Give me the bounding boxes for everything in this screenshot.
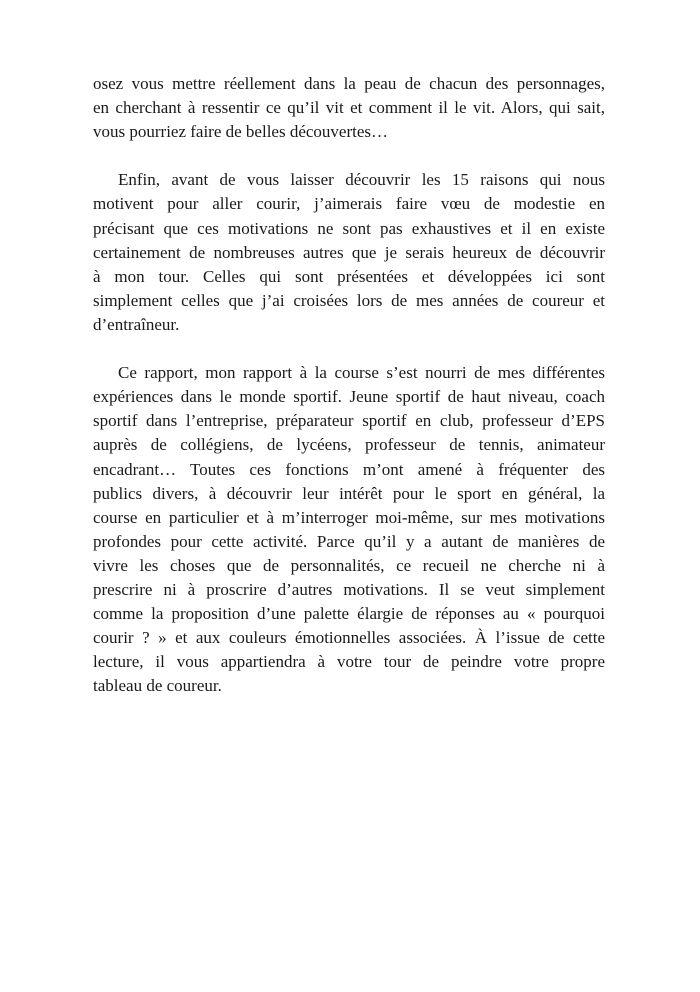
text-line: expériences dans le monde sportif. Jeune sportif de haut niveau, coach xyxy=(93,387,605,407)
text-line: motivent pour aller courir, j’aimerais faire vœu de modestie en xyxy=(93,194,605,214)
paragraph-1 xyxy=(93,72,605,144)
text-line: à mon tour. Celles qui sont présentées et développées ici sont xyxy=(93,266,605,286)
body-text xyxy=(93,72,605,698)
text-line: Ce rapport, mon rapport à la course s’est nourri de mes différentes xyxy=(118,363,605,383)
text-line: Enfin, avant de vous laisser découvrir les 15 raisons qui nous xyxy=(118,170,605,190)
paragraph-spacer xyxy=(93,144,605,168)
text-line: courir ? » et aux couleurs émotionnelles associées. À l’issue de cette xyxy=(93,628,605,648)
paragraph-2 xyxy=(93,168,605,337)
text-line: précisant que ces motivations ne sont pas exhaustives et il en existe xyxy=(93,218,605,238)
text-line: sportif dans l’entreprise, préparateur sportif en club, professeur d’EPS xyxy=(93,411,605,431)
text-line: comme la proposition d’une palette élargie de réponses au « pourquoi xyxy=(93,604,605,624)
text-line: vous pourriez faire de belles découvertes… xyxy=(93,122,389,142)
text-line: tableau de coureur. xyxy=(93,676,222,696)
paragraph-spacer xyxy=(93,337,605,361)
text-line: prescrire ni à proscrire d’autres motivations. Il se veut simplement xyxy=(93,579,605,599)
text-line: course en particulier et à m’interroger moi-même, sur mes motivations xyxy=(93,507,605,527)
text-line: d’entraîneur. xyxy=(93,314,180,334)
text-line: osez vous mettre réellement dans la peau de chacun des personnages, xyxy=(93,74,605,93)
text-line: encadrant… Toutes ces fonctions m’ont amené à fréquenter des xyxy=(93,459,605,479)
paragraph-3 xyxy=(93,361,605,698)
text-line: auprès de collégiens, de lycéens, professeur de tennis, animateur xyxy=(93,435,605,455)
text-line: publics divers, à découvrir leur intérêt pour le sport en général, la xyxy=(93,483,605,503)
text-line: lecture, il vous appartiendra à votre tour de peindre votre propre xyxy=(93,652,605,672)
text-line: certainement de nombreuses autres que je serais heureux de découvrir xyxy=(93,242,605,262)
text-line: vivre les choses que de personnalités, ce recueil ne cherche ni à xyxy=(93,555,605,575)
text-line: simplement celles que j’ai croisées lors de mes années de coureur et xyxy=(93,290,605,310)
text-line: profondes pour cette activité. Parce qu’il y a autant de manières de xyxy=(93,531,605,551)
text-line: en cherchant à ressentir ce qu’il vit et comment il le vit. Alors, qui sait, xyxy=(93,98,605,118)
